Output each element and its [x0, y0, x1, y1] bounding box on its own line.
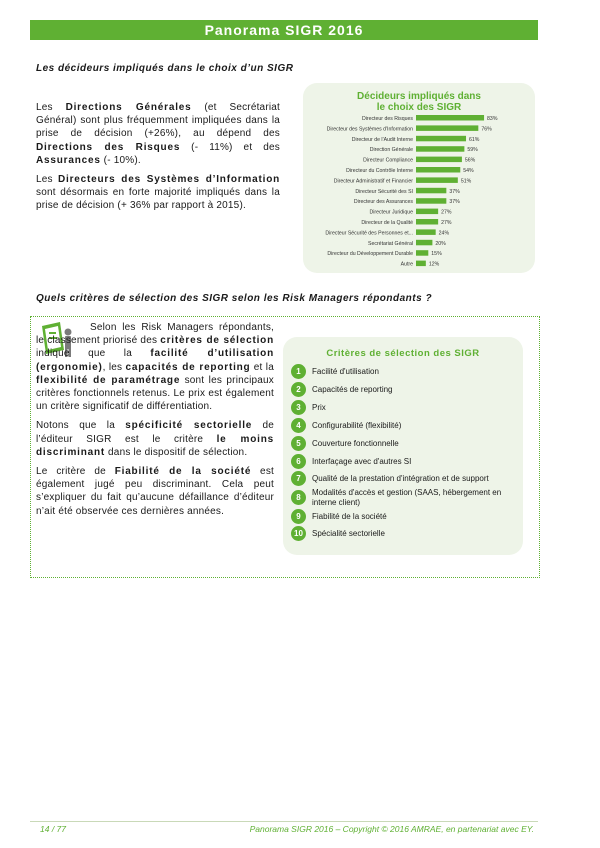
criteria-rank-badge: 1	[291, 364, 306, 379]
section-title-criteres: Quels critères de sélection des SIGR selon les Risk Managers répondants ?	[36, 293, 433, 304]
emphasis: Fiabilité de la société	[114, 466, 252, 478]
chart-bar	[416, 240, 432, 246]
emphasis: capacités de reporting	[125, 361, 251, 373]
chart-bar	[416, 125, 478, 130]
criteria-title: Critères de sélection des SIGR	[326, 348, 480, 359]
chart-category-label: Directeur des Systèmes d'Information	[326, 126, 413, 133]
chart-bar	[416, 198, 446, 204]
section2-text	[36, 321, 274, 524]
chart-value-label: 37%	[449, 188, 460, 195]
criteria-item	[291, 454, 517, 469]
chart-bar	[416, 219, 438, 225]
criteria-label: Prix	[312, 402, 326, 412]
chart-category-label: Directeur du Développement Durable	[327, 251, 413, 258]
criteria-rank-badge: 3	[291, 400, 306, 415]
chart-value-label: 76%	[481, 126, 492, 133]
chart-value-label: 59%	[467, 147, 478, 154]
criteria-item	[291, 471, 517, 486]
chart-value-label: 83%	[487, 116, 498, 122]
chart-bar	[416, 188, 446, 194]
section2-paragraph: Le critère de Fiabilité de la société est également jugé peu discriminant. Cela peut s’expliquer du fait qu’aucune défaillance d’éditeur n’ait été observée ces dernières années.	[36, 466, 274, 517]
chart-bar	[416, 250, 428, 256]
chart-bar	[416, 146, 464, 152]
chart-bar	[416, 229, 436, 235]
criteria-item	[291, 526, 517, 541]
section1-text	[36, 101, 280, 219]
criteria-rank-badge: 8	[291, 490, 306, 505]
section2-paragraph: Notons que la spécificité sectorielle de l’éditeur SIGR est le critère le moins discriminant dans le dispositif de sélection.	[36, 420, 275, 458]
decideurs-chart	[303, 83, 535, 273]
chart-bar	[416, 115, 484, 121]
emphasis: Directions Générales	[65, 102, 192, 113]
chart-bar	[416, 136, 466, 142]
chart-category-label: Directeur de l'Audit Interne	[351, 136, 413, 143]
chart-category-label: Directeur Administratif et Financier	[333, 178, 413, 185]
criteria-item	[291, 509, 517, 524]
chart-category-label: Direction Générale	[369, 147, 413, 154]
chart-bar	[416, 209, 438, 215]
footer-divider	[30, 821, 538, 822]
chart-category-label: Directeur des Assurances	[353, 199, 413, 206]
criteria-label: Spécialité sectorielle	[312, 528, 385, 538]
chart-bar	[416, 177, 458, 183]
chart-bar	[416, 157, 462, 163]
chart-category-label: Directeur Sécurité des Personnes et...	[325, 230, 413, 237]
emphasis: Directeurs des Systèmes d’Information	[57, 174, 281, 186]
criteria-item	[291, 436, 517, 451]
chart-category-label: Directeur de la Qualité	[361, 220, 413, 226]
chart-value-label: 54%	[463, 168, 474, 174]
criteria-rank-badge: 4	[291, 418, 306, 433]
emphasis: critères de sélection	[160, 335, 274, 347]
chart-value-label: 27%	[441, 220, 452, 226]
section1-paragraph: Les Directeurs des Systèmes d’Information sont désormais en forte majorité impliqués dans la prise de décision (+ 36% par rapport à 2015).	[36, 174, 281, 212]
criteria-rank-badge: 6	[291, 454, 306, 469]
chart-value-label: 51%	[460, 178, 472, 185]
bar-chart-svg	[303, 83, 535, 273]
chart-value-label: 37%	[449, 199, 460, 206]
chart-value-label: 27%	[441, 209, 452, 216]
criteria-label: Facilité d'utilisation	[312, 366, 379, 376]
criteria-label: Couverture fonctionnelle	[312, 438, 399, 448]
section2-paragraph: Selon les Risk Managers répondants, le classement priorisé des critères de sélection indique que la facilité d’utilisation (ergonomie), les capacités de reporting et la flexibilité de paramétrage sont les principaux critères fonctionnels retenus. Le prix est également un critère significatif de différentiation.	[36, 322, 274, 413]
emphasis: Assurances	[36, 154, 101, 166]
criteria-item	[291, 418, 517, 433]
page-number: 14 / 77	[40, 824, 66, 834]
criteria-item	[291, 488, 517, 507]
emphasis: Directions des Risques	[36, 141, 181, 153]
criteria-label: Configurabilité (flexibilité)	[312, 420, 402, 430]
chart-category-label: Directeur Sécurité des SI	[355, 188, 413, 195]
criteria-label: Capacités de reporting	[312, 384, 393, 394]
chart-category-label: Directeur Compliance	[363, 157, 413, 164]
chart-category-label: Secrétariat Général	[368, 240, 413, 247]
criteria-label: Interfaçage avec d'autres SI	[312, 456, 412, 466]
emphasis: facilité d’utilisation (ergonomie)	[36, 348, 274, 373]
emphasis: spécificité sectorielle	[125, 420, 253, 432]
chart-value-label: 15%	[431, 251, 442, 258]
criteria-label: Qualité de la prestation d'intégration et de support	[312, 473, 489, 483]
chart-category-label: Directeur des Risques	[361, 116, 413, 122]
emphasis: le moins discriminant	[36, 433, 275, 458]
chart-category-label: Autre	[400, 261, 413, 268]
footer-copyright: Panorama SIGR 2016 – Copyright © 2016 AMRAE, en partenariat avec EY.	[249, 824, 534, 834]
chart-value-label: 20%	[435, 240, 446, 247]
criteria-item	[291, 382, 517, 397]
page-header: Panorama SIGR 2016	[30, 20, 538, 40]
emphasis: flexibilité de paramétrage	[36, 374, 181, 386]
criteria-rank-badge: 10	[291, 526, 306, 541]
criteria-label: Modalités d'accès et gestion (SAAS, hébergement en interne client)	[312, 488, 502, 507]
chart-category-label: Directeur du Contrôle Interne	[346, 168, 413, 174]
chart-value-label: 12%	[428, 261, 440, 268]
criteria-list-panel	[283, 337, 523, 555]
criteria-rank-badge: 2	[291, 382, 306, 397]
chart-title-text: Décideurs impliqués dans le choix des SIGR	[357, 91, 481, 113]
chart-value-label: 61%	[469, 136, 480, 143]
criteria-rank-badge: 7	[291, 471, 306, 486]
criteria-rank-badge: 9	[291, 509, 306, 524]
chart-bar	[416, 167, 460, 173]
chart-category-label: Directeur Juridique	[369, 209, 413, 216]
criteria-item	[291, 364, 517, 379]
chart-value-label: 56%	[464, 157, 476, 164]
chart-value-label: 24%	[438, 230, 450, 237]
criteria-rank-badge: 5	[291, 436, 306, 451]
criteria-item	[291, 400, 517, 415]
section-title-decideurs: Les décideurs impliqués dans le choix d’un SIGR	[36, 63, 294, 74]
section1-paragraph: Les Directions Générales (et Secrétariat Général) sont plus fréquemment impliquées dans la prise de décision (+26%), au dépend des Directions des Risques (- 11%) et des Assurances (- 10%).	[36, 102, 281, 166]
chart-bar	[416, 261, 426, 267]
criteria-label: Fiabilité de la société	[312, 511, 387, 521]
